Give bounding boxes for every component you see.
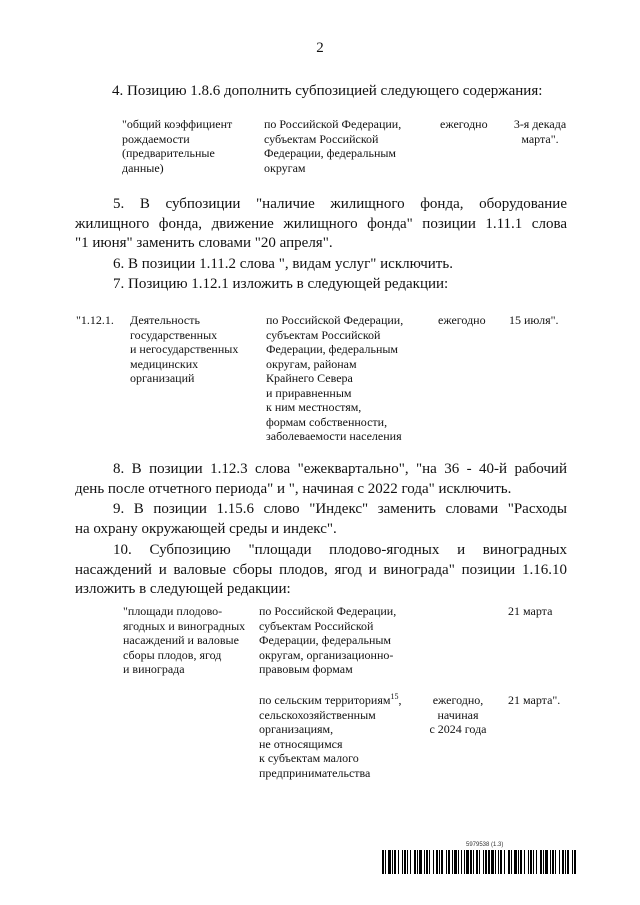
paragraph-4: 4. Позицию 1.8.6 дополнить субпозицией следующего содержания: <box>112 83 543 99</box>
t1-frequency: ежегодно <box>440 117 488 131</box>
paragraph-5: 5. В субпозиции "наличие жилищного фонда, оборудование жилищного фонда, движение жилищного фонда" позиции 1.11.1 слова "1 июня" заменить словами "20 апреля". <box>75 196 567 251</box>
barcode <box>382 850 578 874</box>
footnote-marker: 15 <box>390 692 399 701</box>
t2-breakdown: по Российской Федерации, субъектам Российской Федерации, федеральным округам, районам Крайнего Севера и приравненным к ним местностям, формам собственности, заболеваемости населения <box>266 313 404 443</box>
t1-breakdown: по Российской Федерации, субъектам Российской Федерации, федеральным округам <box>264 117 402 175</box>
paragraph-7: 7. Позицию 1.12.1 изложить в следующей редакции: <box>113 276 449 292</box>
t3-deadline-1: 21 марта <box>508 604 553 618</box>
barcode-number: 5979538 (1.3) <box>466 842 504 848</box>
t2-frequency: ежегодно <box>438 313 486 327</box>
t3-breakdown-2: по сельским территориям$^{15}$, сельскохозяйственным организациям, не относящимся к субъектам малого предпринимательства <box>259 692 402 780</box>
page-number: 2 <box>316 40 324 56</box>
paragraph-9: 9. В позиции 1.15.6 слово "Индекс" заменить словами "Расходы на охрану окружающей среды и индекс". <box>75 501 567 537</box>
paragraph-6: 6. В позиции 1.11.2 слова ", видам услуг" исключить. <box>113 256 453 272</box>
t2-deadline: 15 июля". <box>509 313 559 327</box>
paragraph-8: 8. В позиции 1.12.3 слова "ежеквартально", "на 36 - 40-й рабочий день после отчетного периода" и ", начиная с 2022 года" исключить. <box>75 461 567 497</box>
t1-indicator: "общий коэффициент рождаемости (предварительные данные) <box>122 117 233 175</box>
paragraph-10: 10. Субпозицию "площади плодово-ягодных и виноградных насаждений и валовые сборы плодов, ягод и винограда" позиции 1.16.10 изложить в следующей редакции: <box>75 542 567 597</box>
t2-indicator: Деятельность государственных и негосударственных медицинских организаций <box>130 313 239 385</box>
t3-indicator: "площади плодово- ягодных и виноградных насаждений и валовые сборы плодов, ягод и винограда <box>123 604 246 676</box>
t3-breakdown-1: по Российской Федерации, субъектам Российской Федерации, федеральным округам, организационно- правовым формам <box>259 604 397 676</box>
t2-position-number: "1.12.1. <box>76 313 114 327</box>
t3-frequency-2: ежегодно, начиная с 2024 года <box>429 693 487 736</box>
t1-deadline: 3-я декада марта". <box>513 117 567 146</box>
t3-deadline-2: 21 марта". <box>508 693 561 707</box>
